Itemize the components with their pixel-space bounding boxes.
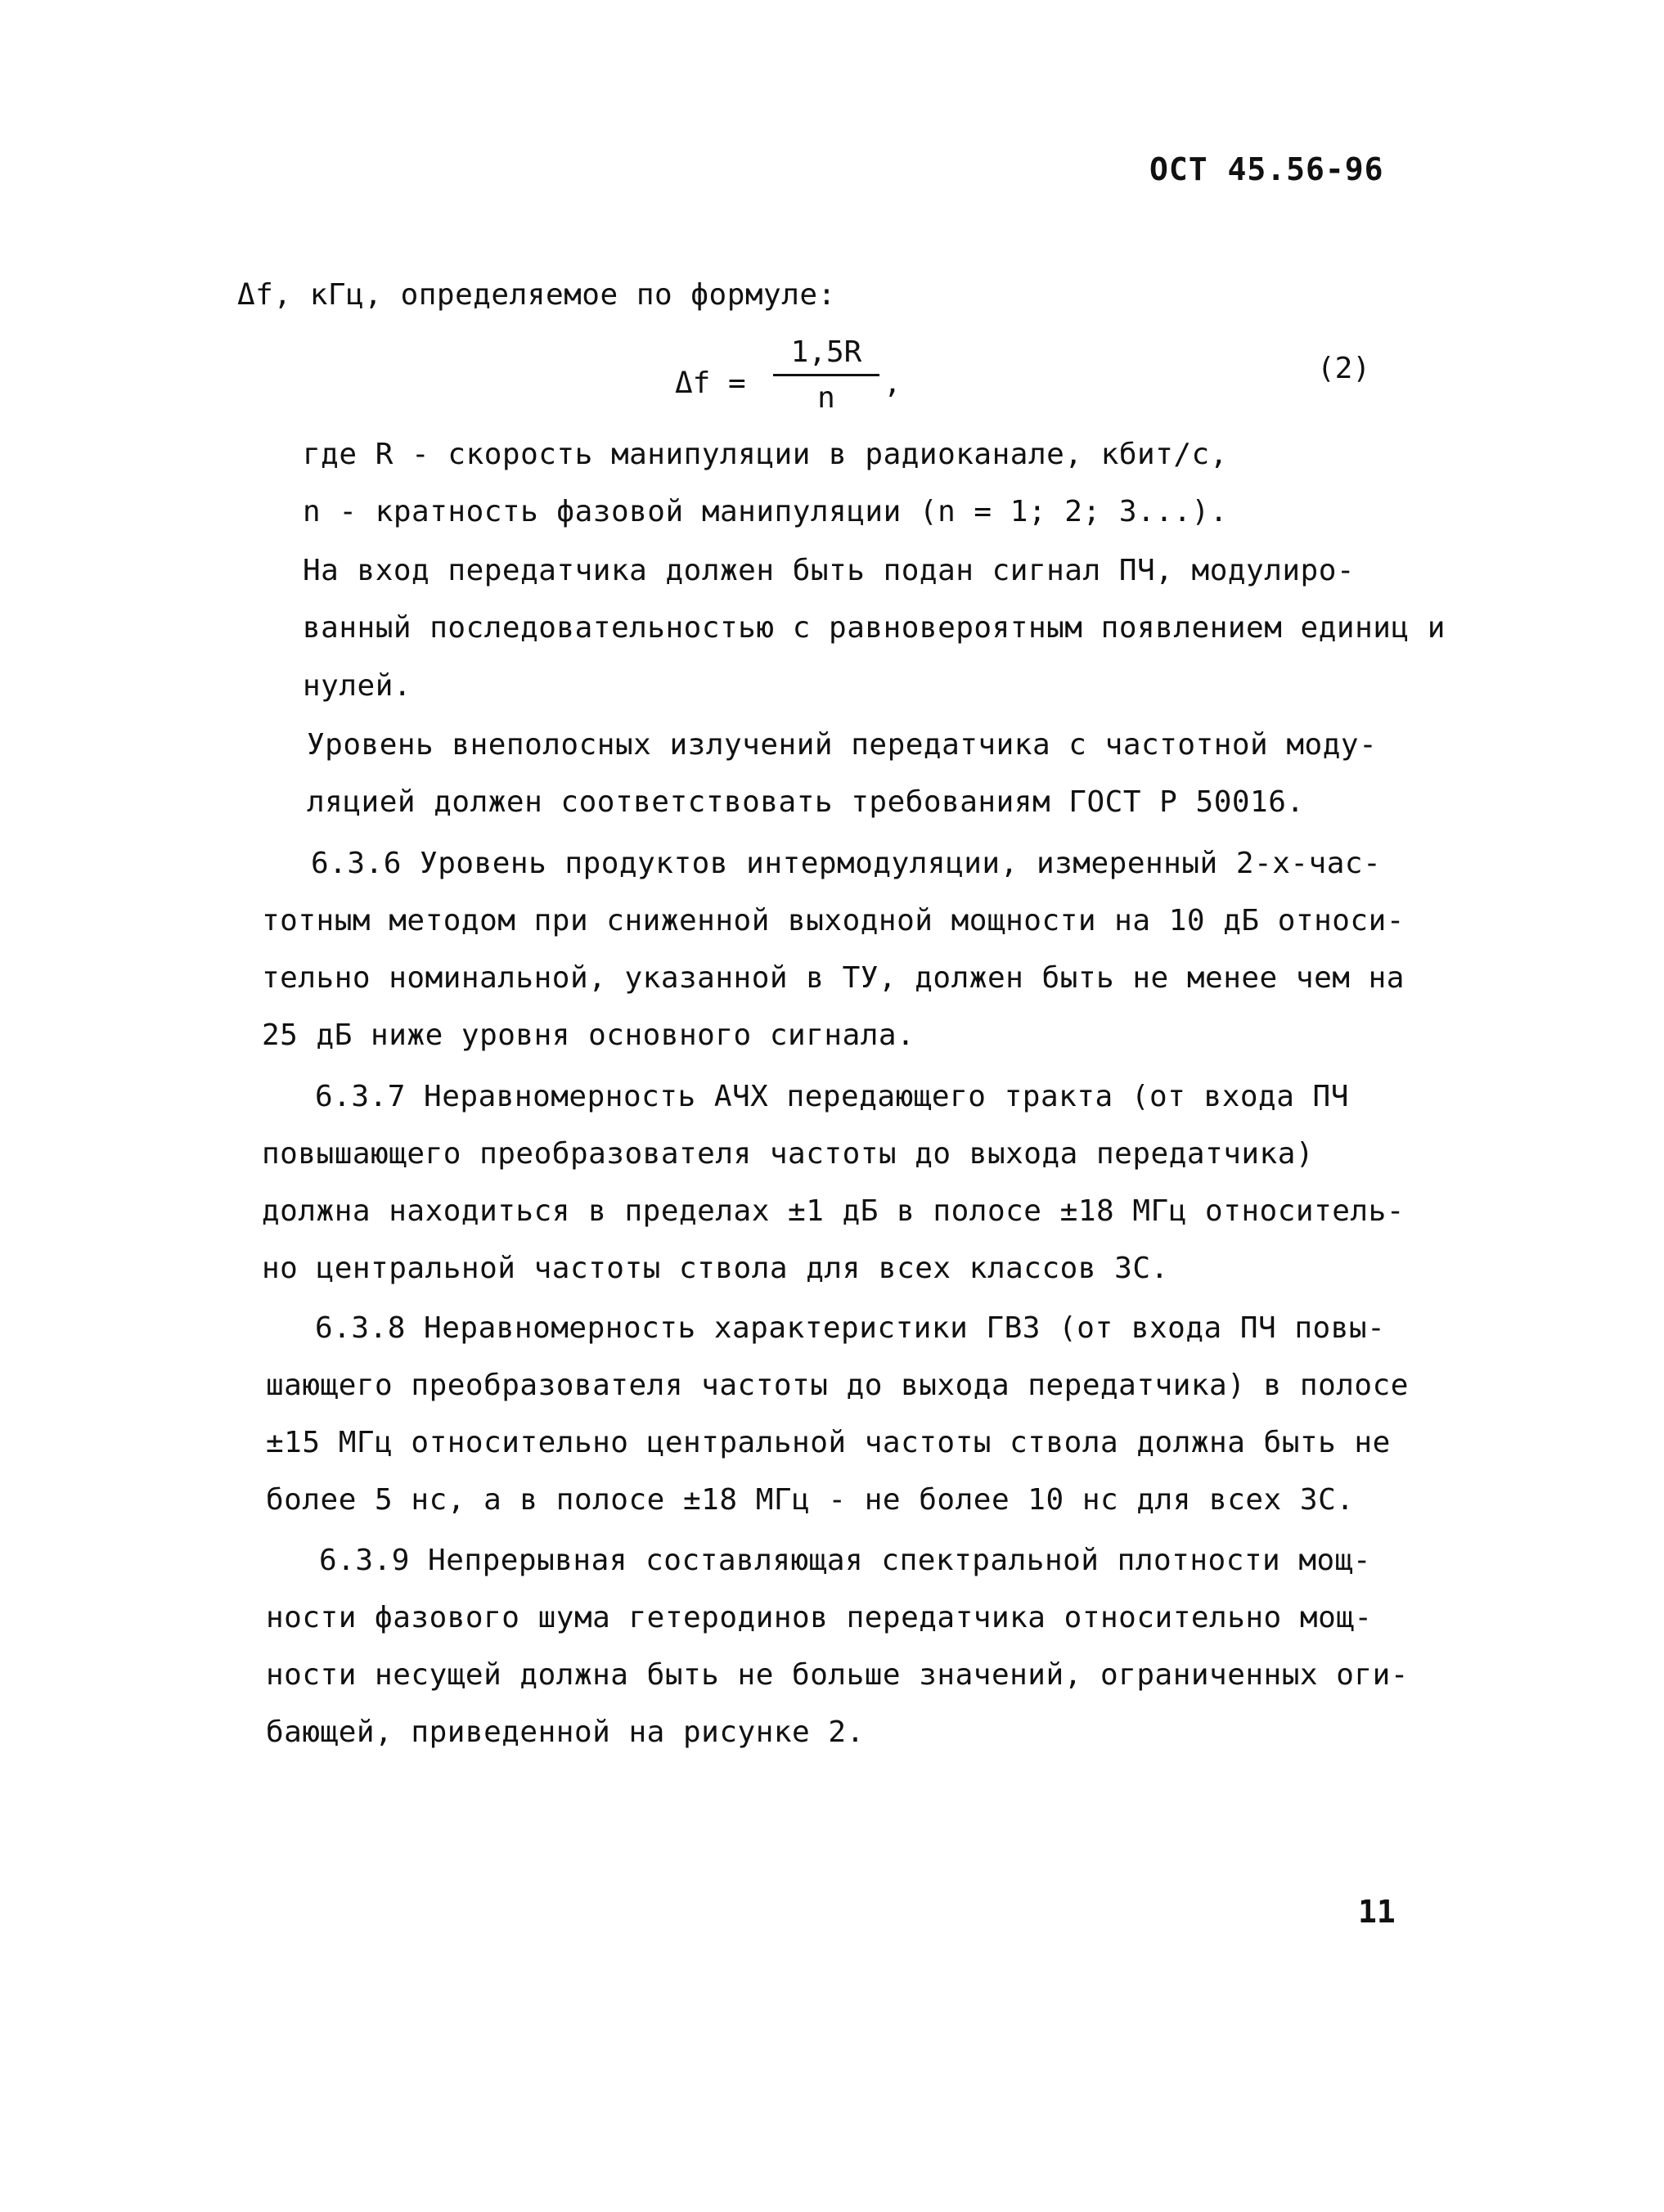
- text-line: На вход передатчика должен быть подан сигнал ПЧ, модулиро-: [303, 554, 1356, 587]
- text-line: шающего преобразователя частоты до выхода передатчика) в полосе: [266, 1369, 1409, 1402]
- text-line: ляцией должен соответствовать требованиям ГОСТ Р 50016.: [307, 785, 1305, 819]
- text-line: но центральной частоты ствола для всех классов ЗС.: [262, 1252, 1169, 1285]
- text-line: нулей.: [303, 669, 412, 703]
- text-line: 6.3.8 Неравномерность характеристики ГВЗ (от входа ПЧ повы-: [315, 1311, 1386, 1345]
- formula-trailing: ,: [884, 366, 902, 400]
- text-line: ности фазового шума гетеродинов передатчика относительно мощ-: [266, 1601, 1373, 1634]
- formula-denominator: n: [817, 381, 835, 415]
- text-line: бающей, приведенной на рисунке 2.: [266, 1715, 865, 1749]
- intro-line: Δf, кГц, определяемое по формуле:: [237, 278, 836, 312]
- text-line: тотным методом при сниженной выходной мощности на 10 дБ относи-: [262, 904, 1405, 937]
- text-line: должна находиться в пределах ±1 дБ в полосе ±18 МГц относитель-: [262, 1194, 1405, 1228]
- text-line: 6.3.7 Неравномерность АЧХ передающего тракта (от входа ПЧ: [315, 1080, 1349, 1113]
- text-line: ванный последовательностью с равновероятным появлением единиц и: [303, 611, 1446, 645]
- formula-numerator: 1,5R: [790, 335, 862, 369]
- text-line: где R - скорость манипуляции в радиоканале, кбит/с,: [303, 438, 1228, 471]
- text-line: более 5 нс, а в полосе ±18 МГц - не более 10 нс для всех ЗС.: [266, 1483, 1355, 1517]
- text-line: ности несущей должна быть не больше значений, ограниченных оги-: [266, 1658, 1409, 1692]
- text-line: 6.3.9 Непрерывная составляющая спектральной плотности мощ-: [319, 1544, 1372, 1577]
- formula-lhs: Δf =: [675, 366, 746, 400]
- text-line: 25 дБ ниже уровня основного сигнала.: [262, 1018, 915, 1052]
- text-line: 6.3.6 Уровень продуктов интермодуляции, измеренный 2-х-час-: [311, 847, 1382, 880]
- fraction-bar: [773, 374, 879, 376]
- text-line: повышающего преобразователя частоты до выхода передатчика): [262, 1137, 1315, 1171]
- page-number: 11: [1358, 1894, 1396, 1930]
- text-line: тельно номинальной, указанной в ТУ, должен быть не менее чем на: [262, 961, 1405, 995]
- formula-fraction: [773, 335, 879, 415]
- text-line: Уровень внеполосных излучений передатчика с частотной моду-: [307, 728, 1378, 762]
- equation-number: (2): [1317, 352, 1371, 385]
- document-code: ОСТ 45.56-96: [1149, 151, 1384, 187]
- text-line: ±15 МГц относительно центральной частоты ствола должна быть не: [266, 1426, 1391, 1459]
- text-line: n - кратность фазовой манипуляции (n = 1; 2; 3...).: [303, 495, 1228, 528]
- formula-2: [675, 335, 920, 417]
